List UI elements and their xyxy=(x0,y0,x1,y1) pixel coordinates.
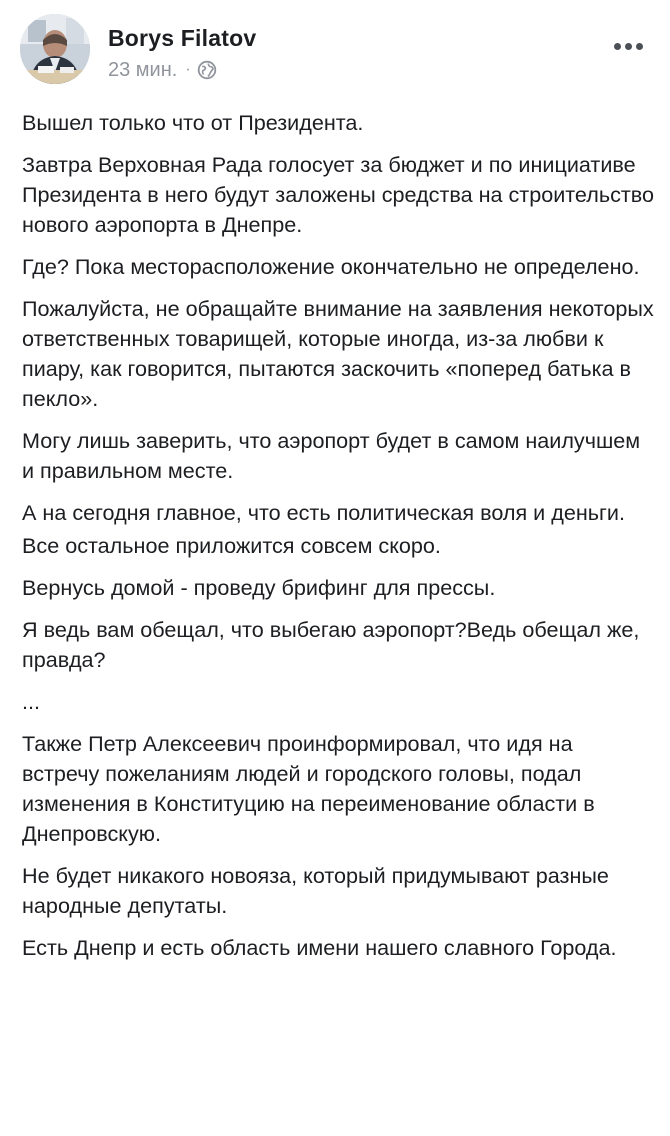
post-timestamp[interactable]: 23 мин. xyxy=(108,58,178,81)
post-paragraph: Все остальное приложится совсем скоро. xyxy=(22,533,441,558)
post-paragraph: А на сегодня главное, что есть политическая воля и деньги. xyxy=(22,500,625,525)
dot xyxy=(625,43,632,50)
post-paragraph: Завтра Верховная Рада голосует за бюджет и по инициативе Президента в него будут заложены средства на строительство нового аэропорта в Днепре. xyxy=(22,152,654,237)
avatar-photo xyxy=(20,14,90,84)
post-paragraph: Я ведь вам обещал, что выбегаю аэропорт?Ведь обещал же, правда? xyxy=(22,617,640,672)
post-paragraph: Вышел только что от Президента. xyxy=(22,110,364,135)
post-paragraph: Пожалуйста, не обращайте внимание на заявления некоторых ответственных товарищей, которые иногда, из-за любви к пиару, как говорится, пытаются заскочить «поперед батька в пекло». xyxy=(22,296,654,411)
post-body xyxy=(22,108,654,975)
post-paragraph: Не будет никакого новояза, который придумывают разные народные депутаты. xyxy=(22,863,609,918)
dot xyxy=(636,43,643,50)
author-name[interactable]: Borys Filatov xyxy=(108,25,257,51)
globe-icon xyxy=(197,60,217,80)
post-meta xyxy=(108,58,217,82)
more-dots-icon[interactable] xyxy=(606,34,650,58)
post-paragraph: Вернусь домой - проведу брифинг для прессы. xyxy=(22,575,496,600)
meta-separator: · xyxy=(185,61,191,78)
avatar[interactable] xyxy=(20,14,90,84)
post-paragraph: Где? Пока месторасположение окончательно не определено. xyxy=(22,254,640,279)
post-paragraph: ... xyxy=(22,689,40,714)
post-header xyxy=(20,14,650,84)
post-paragraph: Есть Днепр и есть область имени нашего славного Города. xyxy=(22,935,617,960)
post-paragraph: Также Петр Алексеевич проинформировал, что идя на встречу пожеланиям людей и городского головы, подал изменения в Конституцию на переименование области в Днепровскую. xyxy=(22,731,595,846)
post-paragraph: Могу лишь заверить, что аэропорт будет в самом наилучшем и правильном месте. xyxy=(22,428,641,483)
dot xyxy=(614,43,621,50)
